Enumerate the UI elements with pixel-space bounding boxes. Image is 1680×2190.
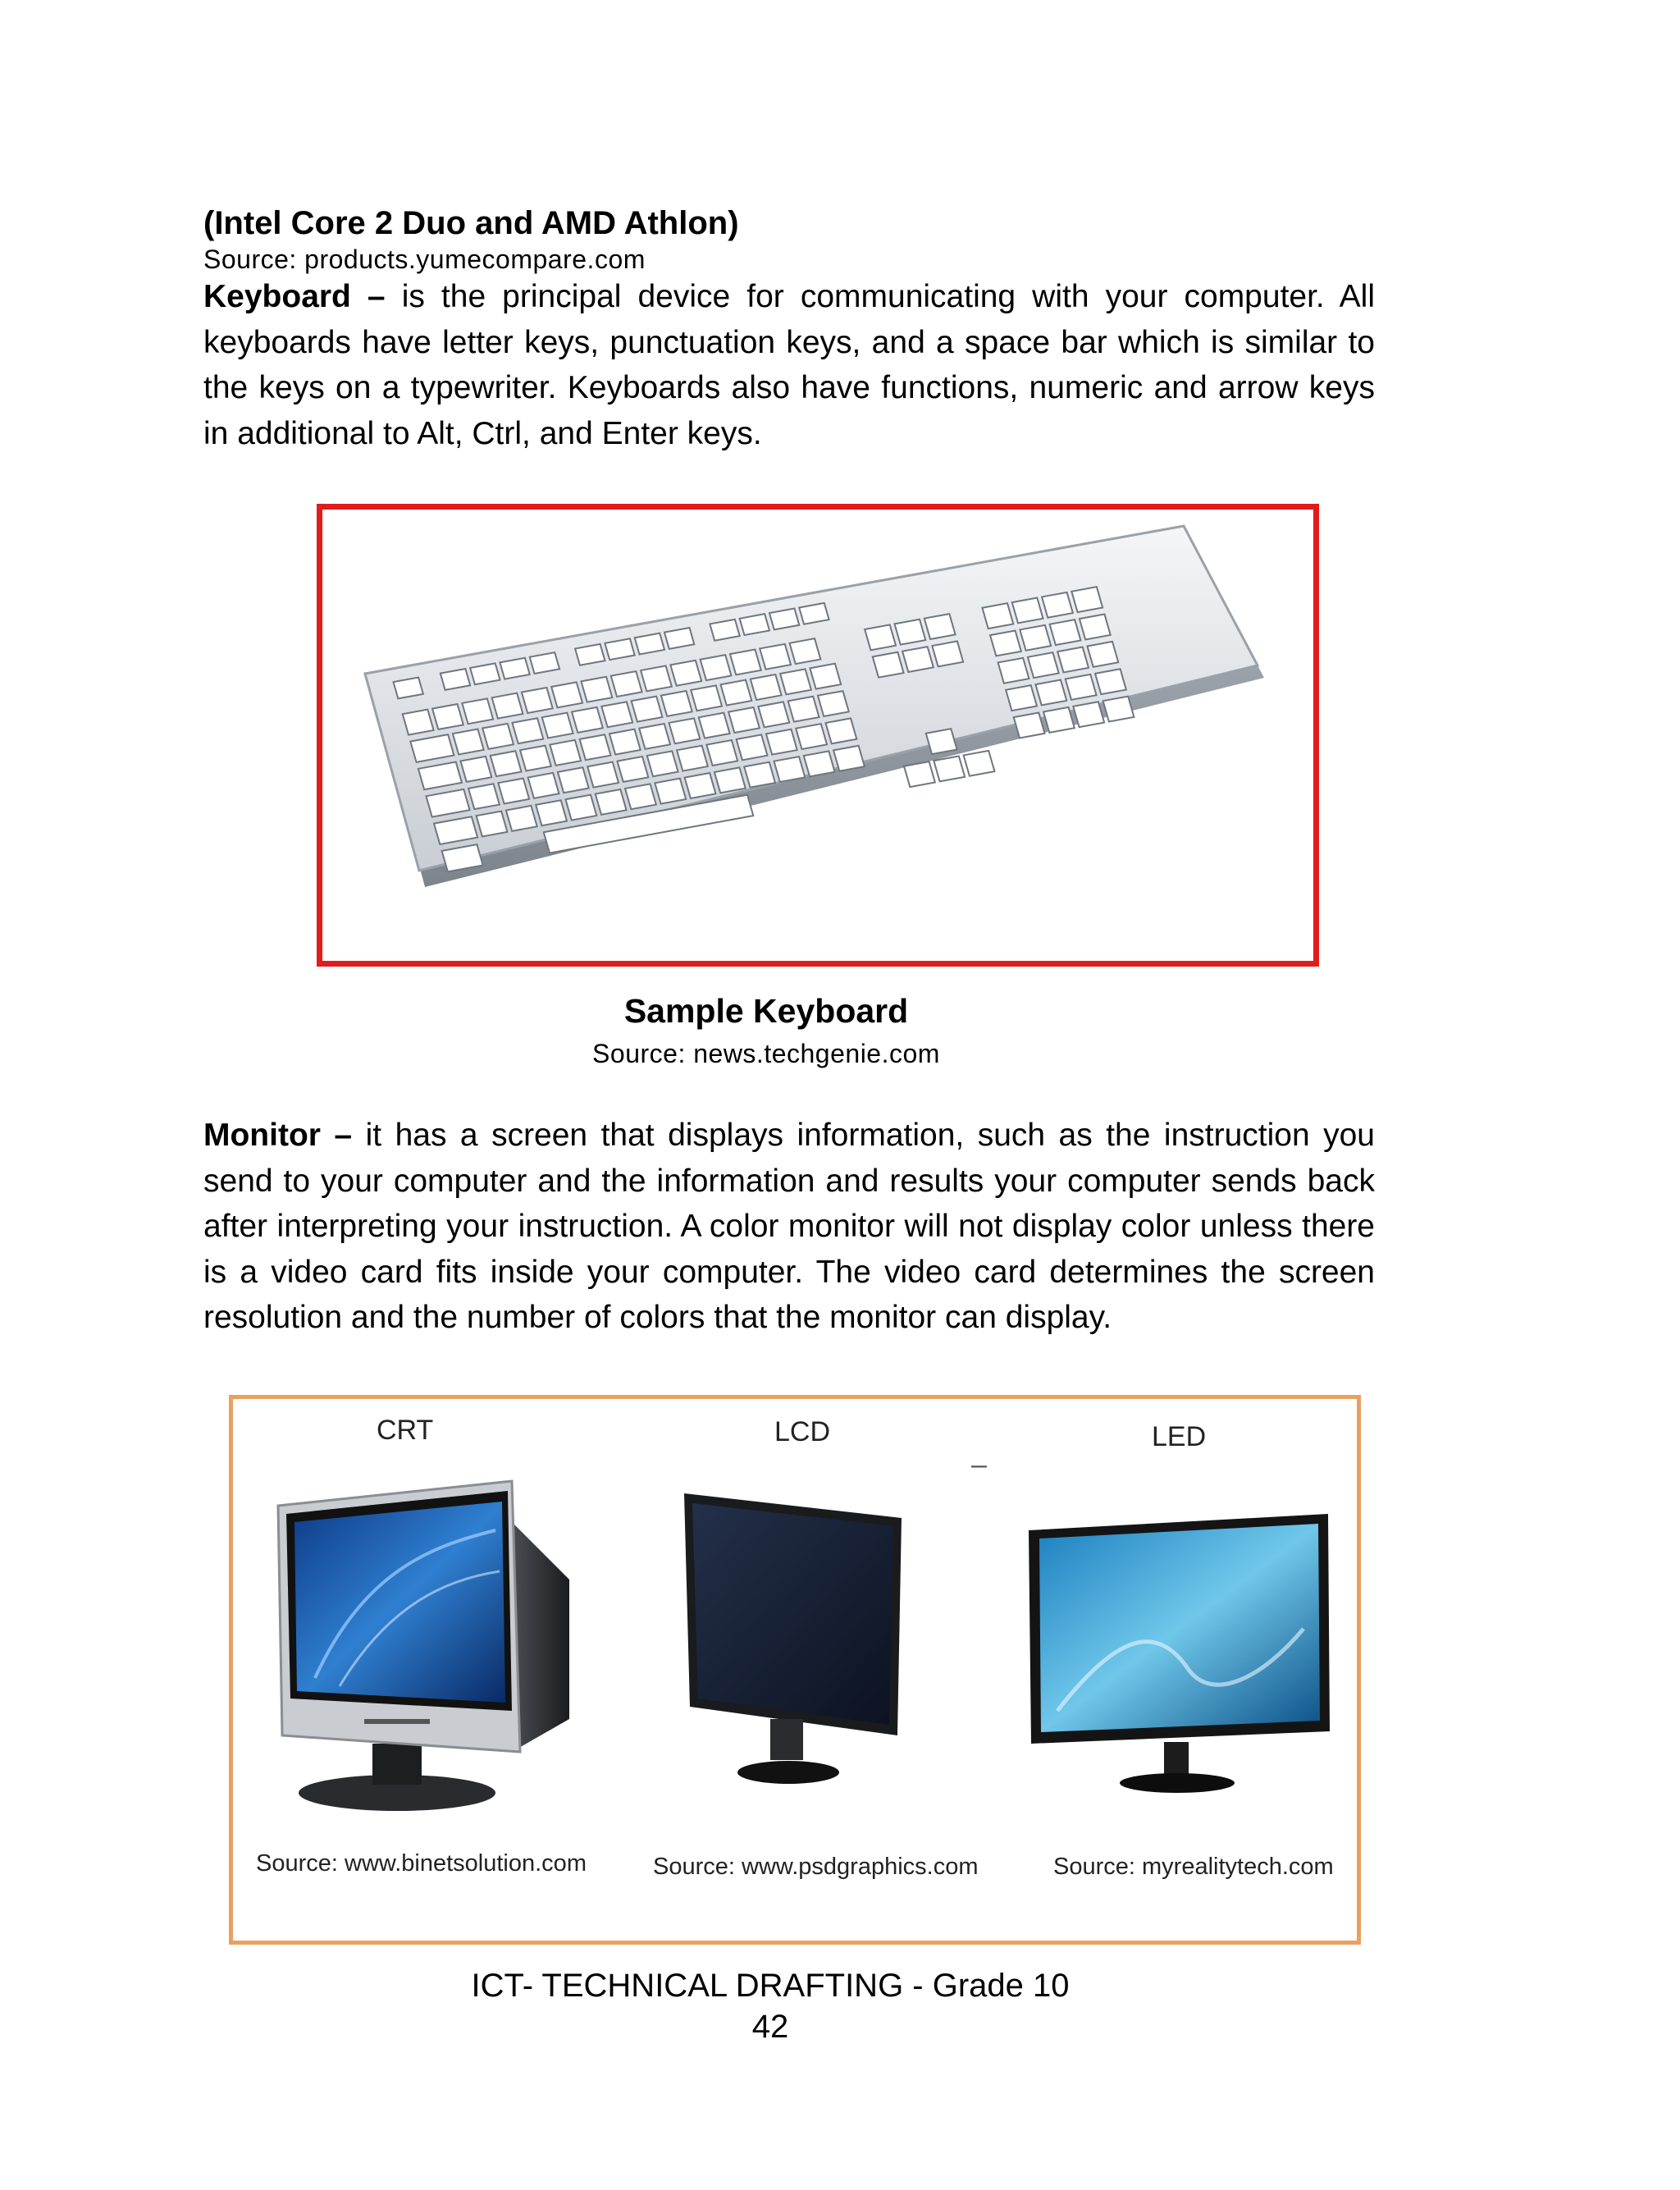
keyboard-key [492,693,523,719]
keyboard-term: Keyboard – [203,279,386,314]
keyboard-key [998,658,1029,684]
keyboard-key [1071,587,1102,612]
keyboard-key [462,698,493,724]
keyboard-key [670,661,701,686]
keyboard-key [1066,674,1097,700]
keyboard-key [609,729,641,755]
keyboard-caption-source: Source: news.techgenie.com [592,1039,940,1068]
keyboard-key [625,784,656,809]
keyboard-key [685,773,716,798]
led-label: LED [1152,1421,1207,1452]
keyboard-key [766,729,797,755]
keyboard-key [790,638,821,664]
keyboard-key [990,631,1021,656]
keyboard-key [706,740,737,766]
keyboard-key [1035,680,1066,706]
keyboard-key [470,663,500,684]
keyboard-key [477,812,508,837]
keyboard-paragraph [203,274,1375,456]
led-monitor-image [1025,1506,1336,1801]
keyboard-key [565,795,596,821]
keyboard-key [760,644,791,670]
keyboard-key [728,707,760,733]
keyboard-key [799,603,829,624]
keyboard-key [432,704,463,729]
keyboard-key [1103,697,1134,722]
keyboard-key [536,800,567,825]
keyboard-key [934,757,965,782]
keyboard-key [661,691,692,716]
keyboard-key [1057,647,1089,673]
keyboard-key [1042,592,1073,618]
keyboard-key [506,806,537,831]
keyboard-key [498,779,529,804]
lcd-monitor-image [680,1485,910,1797]
keyboard-key [904,761,935,787]
keyboard-key [894,620,925,645]
keyboard-key [394,678,423,699]
keyboard-image-frame [317,504,1319,967]
keyboard-key [641,665,672,691]
keyboard-key [587,762,619,788]
keyboard-key [482,724,514,749]
keyboard-key [669,718,700,743]
keyboard-key [611,671,642,697]
page-number: 42 [751,2009,789,2045]
dash-mark: – [971,1449,987,1480]
keyboard-key [1095,669,1126,694]
keyboard-key [982,603,1013,629]
keyboard-image [322,510,1313,961]
keyboard-key [721,680,752,706]
keyboard-key [664,628,694,649]
keyboard-key [1012,598,1043,624]
keyboard-key [744,762,775,788]
keyboard-key [617,757,648,782]
keyboard-key [804,751,835,776]
keyboard-key [522,688,553,713]
keyboard-key [635,633,664,655]
keyboard-key [780,669,811,694]
keyboard-key [512,718,543,743]
keyboard-key [740,614,769,635]
footer-title: ICT- TECHNICAL DRAFTING - Grade 10 [471,1968,1070,2004]
keyboard-key [833,746,865,771]
crt-source: Source: www.binetsolution.com [256,1850,587,1877]
keyboard-key [714,767,746,793]
lcd-source: Source: www.psdgraphics.com [653,1854,979,1880]
keyboard-key [769,609,799,630]
keyboard-key [528,773,559,798]
monitor-description: it has a screen that displays information, such as the instruction you send to your computer and the information and results your computer sends back after interpreting your instruction. A color monitor will not display color unless there is a video card fits inside your computer. The video card determines the screen resolution and the number of colors that the monitor can display. [203,1118,1375,1335]
crt-label: CRT [377,1415,434,1446]
keyboard-key [902,647,934,672]
keyboard-key [924,614,956,639]
keyboard-key [1006,685,1037,711]
keyboard-key [520,746,551,771]
keyboard-key [865,624,896,650]
keyboard-key [596,789,627,815]
monitor-types-figure [229,1395,1361,1945]
keyboard-key [677,746,708,771]
keyboard-key [826,718,857,743]
keyboard-key [1087,642,1118,667]
keyboard-key [774,757,806,782]
keyboard-key [818,691,849,716]
keyboard-key [932,641,963,666]
keyboard-key [551,682,582,707]
keyboard-key [691,685,722,711]
led-source: Source: myrealitytech.com [1053,1854,1334,1880]
keyboard-key [1020,625,1051,651]
keyboard-key [655,779,686,804]
keyboard-key [460,757,491,782]
keyboard-key [1050,620,1081,645]
keyboard-key [873,652,904,678]
keyboard-key [572,707,603,733]
keyboard-key [601,702,632,727]
keyboard-key [639,724,670,749]
keyboard-key [964,751,995,776]
keyboard-key [403,710,434,735]
keyboard-key [468,784,500,809]
section-source: Source: products.yumecompare.com [203,245,646,274]
keyboard-key [1043,707,1075,733]
keyboard-key [758,702,789,727]
keyboard-key [550,740,581,766]
keyboard-key [699,713,730,738]
monitor-term: Monitor – [203,1118,353,1153]
keyboard-key [710,620,739,641]
keyboard-key [542,713,573,738]
keyboard-key [558,767,589,793]
keyboard-key [796,724,827,749]
keyboard-description: is the principal device for communicating with your computer. All keyboards have letter keys, punctuation keys, and a space bar which is similar to the keys on a typewriter. Keyboards also have functions, numeric and arrow keys in additional to Alt, Ctrl, and Enter keys. [203,279,1376,451]
keyboard-key [441,669,470,690]
keyboard-key [580,734,611,760]
keyboard-key [605,638,634,660]
keyboard-key [810,664,841,689]
keyboard-key [1080,615,1111,640]
keyboard-key [581,677,612,702]
keyboard-key [788,697,819,722]
keyboard-key [1014,713,1045,738]
lcd-label: LCD [774,1416,831,1447]
keyboard-key [530,652,559,674]
monitor-paragraph [203,1113,1375,1341]
keyboard-key [701,655,732,680]
keyboard-key [751,674,782,700]
keyboard-key [1073,702,1104,727]
keyboard-key [730,650,761,675]
keyboard-key [647,751,678,776]
keyboard-caption: Sample Keyboard [623,992,909,1030]
keyboard-key [632,697,663,722]
keyboard-key [500,658,529,679]
section-heading: (Intel Core 2 Duo and AMD Athlon) [203,205,739,241]
keyboard-key [737,734,768,760]
crt-monitor-image [266,1473,578,1817]
keyboard-key [926,729,957,754]
keyboard-key [453,729,484,755]
keyboard-key [575,644,605,665]
keyboard-key [1028,652,1059,678]
keyboard-key [491,751,522,776]
